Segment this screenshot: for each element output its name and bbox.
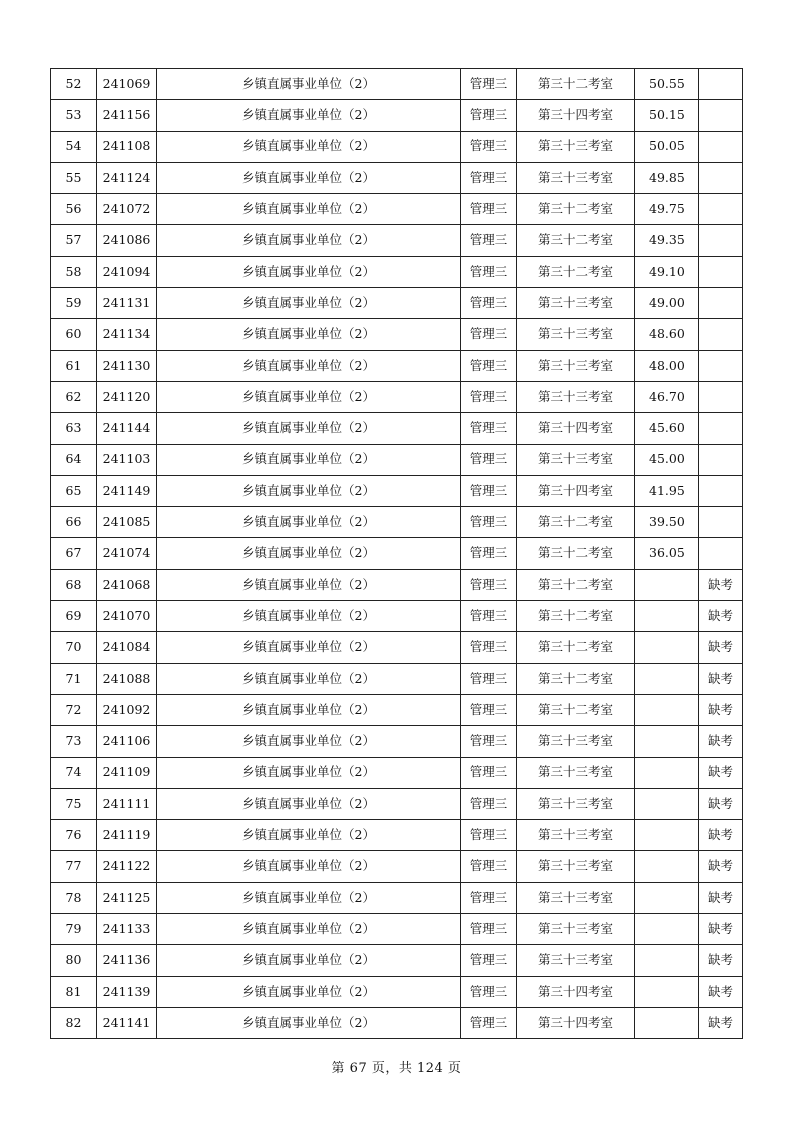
table-row	[51, 694, 743, 725]
table-body	[51, 69, 743, 1039]
cell-score: 45.60	[635, 413, 699, 444]
cell-exam-room: 第三十二考室	[517, 225, 635, 256]
cell-seq: 57	[51, 225, 97, 256]
cell-seq: 52	[51, 69, 97, 100]
cell-post: 管理三	[461, 194, 517, 225]
cell-exam-room: 第三十三考室	[517, 945, 635, 976]
cell-unit: 乡镇直属事业单位（2）	[157, 131, 461, 162]
cell-unit: 乡镇直属事业单位（2）	[157, 475, 461, 506]
cell-seq: 56	[51, 194, 97, 225]
cell-exam-room: 第三十三考室	[517, 162, 635, 193]
cell-exam-room: 第三十四考室	[517, 976, 635, 1007]
cell-exam-number: 241070	[97, 601, 157, 632]
cell-score: 39.50	[635, 507, 699, 538]
cell-remark	[699, 475, 743, 506]
cell-remark	[699, 413, 743, 444]
table-row	[51, 350, 743, 381]
cell-score	[635, 663, 699, 694]
cell-exam-number: 241133	[97, 914, 157, 945]
score-table	[50, 68, 743, 1039]
cell-remark	[699, 381, 743, 412]
cell-seq: 74	[51, 757, 97, 788]
table-row	[51, 194, 743, 225]
cell-post: 管理三	[461, 288, 517, 319]
cell-remark: 缺考	[699, 726, 743, 757]
cell-unit: 乡镇直属事业单位（2）	[157, 162, 461, 193]
cell-unit: 乡镇直属事业单位（2）	[157, 601, 461, 632]
cell-post: 管理三	[461, 538, 517, 569]
cell-exam-room: 第三十四考室	[517, 475, 635, 506]
table-row	[51, 100, 743, 131]
table-row	[51, 319, 743, 350]
cell-post: 管理三	[461, 444, 517, 475]
cell-exam-number: 241088	[97, 663, 157, 694]
cell-post: 管理三	[461, 726, 517, 757]
cell-seq: 71	[51, 663, 97, 694]
cell-seq: 77	[51, 851, 97, 882]
cell-exam-room: 第三十三考室	[517, 319, 635, 350]
cell-exam-number: 241124	[97, 162, 157, 193]
cell-remark	[699, 256, 743, 287]
cell-remark: 缺考	[699, 976, 743, 1007]
cell-seq: 80	[51, 945, 97, 976]
cell-score	[635, 914, 699, 945]
cell-seq: 75	[51, 788, 97, 819]
cell-unit: 乡镇直属事业单位（2）	[157, 882, 461, 913]
cell-score: 49.00	[635, 288, 699, 319]
cell-exam-room: 第三十三考室	[517, 381, 635, 412]
cell-unit: 乡镇直属事业单位（2）	[157, 507, 461, 538]
cell-exam-number: 241122	[97, 851, 157, 882]
cell-exam-number: 241120	[97, 381, 157, 412]
cell-exam-room: 第三十三考室	[517, 350, 635, 381]
cell-remark	[699, 100, 743, 131]
cell-score	[635, 694, 699, 725]
cell-post: 管理三	[461, 569, 517, 600]
cell-exam-number: 241139	[97, 976, 157, 1007]
cell-remark	[699, 225, 743, 256]
cell-remark: 缺考	[699, 694, 743, 725]
cell-unit: 乡镇直属事业单位（2）	[157, 945, 461, 976]
cell-exam-room: 第三十三考室	[517, 757, 635, 788]
cell-remark: 缺考	[699, 851, 743, 882]
cell-unit: 乡镇直属事业单位（2）	[157, 788, 461, 819]
cell-remark	[699, 194, 743, 225]
cell-remark	[699, 288, 743, 319]
cell-exam-number: 241149	[97, 475, 157, 506]
table-row	[51, 945, 743, 976]
table-row	[51, 788, 743, 819]
cell-unit: 乡镇直属事业单位（2）	[157, 663, 461, 694]
cell-post: 管理三	[461, 319, 517, 350]
cell-unit: 乡镇直属事业单位（2）	[157, 820, 461, 851]
cell-score: 49.10	[635, 256, 699, 287]
cell-exam-number: 241086	[97, 225, 157, 256]
cell-score: 49.75	[635, 194, 699, 225]
cell-score: 46.70	[635, 381, 699, 412]
cell-post: 管理三	[461, 632, 517, 663]
table-row	[51, 131, 743, 162]
cell-unit: 乡镇直属事业单位（2）	[157, 69, 461, 100]
cell-exam-number: 241111	[97, 788, 157, 819]
cell-post: 管理三	[461, 757, 517, 788]
cell-exam-number: 241085	[97, 507, 157, 538]
cell-exam-room: 第三十三考室	[517, 914, 635, 945]
cell-score	[635, 820, 699, 851]
cell-post: 管理三	[461, 350, 517, 381]
cell-score	[635, 569, 699, 600]
cell-exam-room: 第三十三考室	[517, 851, 635, 882]
cell-score: 50.05	[635, 131, 699, 162]
cell-post: 管理三	[461, 882, 517, 913]
table-row	[51, 851, 743, 882]
cell-exam-room: 第三十二考室	[517, 69, 635, 100]
cell-seq: 60	[51, 319, 97, 350]
table-row	[51, 726, 743, 757]
table-row	[51, 225, 743, 256]
cell-seq: 68	[51, 569, 97, 600]
cell-post: 管理三	[461, 663, 517, 694]
table-row	[51, 256, 743, 287]
cell-exam-room: 第三十四考室	[517, 1007, 635, 1038]
cell-exam-number: 241141	[97, 1007, 157, 1038]
cell-remark	[699, 69, 743, 100]
cell-remark: 缺考	[699, 569, 743, 600]
cell-remark: 缺考	[699, 1007, 743, 1038]
cell-remark: 缺考	[699, 914, 743, 945]
cell-seq: 64	[51, 444, 97, 475]
cell-score	[635, 726, 699, 757]
cell-score: 48.00	[635, 350, 699, 381]
table-row	[51, 976, 743, 1007]
cell-exam-room: 第三十三考室	[517, 131, 635, 162]
table-row	[51, 288, 743, 319]
cell-exam-room: 第三十三考室	[517, 726, 635, 757]
cell-exam-room: 第三十二考室	[517, 194, 635, 225]
cell-seq: 62	[51, 381, 97, 412]
cell-seq: 70	[51, 632, 97, 663]
cell-post: 管理三	[461, 475, 517, 506]
cell-post: 管理三	[461, 131, 517, 162]
cell-post: 管理三	[461, 162, 517, 193]
cell-seq: 63	[51, 413, 97, 444]
cell-remark: 缺考	[699, 788, 743, 819]
cell-unit: 乡镇直属事业单位（2）	[157, 381, 461, 412]
cell-seq: 82	[51, 1007, 97, 1038]
cell-unit: 乡镇直属事业单位（2）	[157, 694, 461, 725]
table-row	[51, 538, 743, 569]
cell-unit: 乡镇直属事业单位（2）	[157, 413, 461, 444]
cell-exam-number: 241106	[97, 726, 157, 757]
cell-post: 管理三	[461, 601, 517, 632]
cell-remark	[699, 538, 743, 569]
cell-score	[635, 788, 699, 819]
cell-exam-room: 第三十二考室	[517, 663, 635, 694]
cell-exam-room: 第三十二考室	[517, 538, 635, 569]
cell-seq: 72	[51, 694, 97, 725]
cell-exam-room: 第三十二考室	[517, 507, 635, 538]
table-row	[51, 413, 743, 444]
table-row	[51, 914, 743, 945]
cell-post: 管理三	[461, 225, 517, 256]
cell-exam-number: 241068	[97, 569, 157, 600]
cell-remark: 缺考	[699, 601, 743, 632]
cell-seq: 79	[51, 914, 97, 945]
cell-unit: 乡镇直属事业单位（2）	[157, 632, 461, 663]
cell-remark	[699, 319, 743, 350]
table-row	[51, 444, 743, 475]
cell-unit: 乡镇直属事业单位（2）	[157, 256, 461, 287]
cell-unit: 乡镇直属事业单位（2）	[157, 726, 461, 757]
cell-unit: 乡镇直属事业单位（2）	[157, 350, 461, 381]
cell-post: 管理三	[461, 694, 517, 725]
cell-exam-number: 241109	[97, 757, 157, 788]
cell-seq: 78	[51, 882, 97, 913]
table-row	[51, 69, 743, 100]
cell-unit: 乡镇直属事业单位（2）	[157, 100, 461, 131]
table-row	[51, 632, 743, 663]
cell-exam-room: 第三十二考室	[517, 256, 635, 287]
cell-exam-number: 241094	[97, 256, 157, 287]
table-row	[51, 381, 743, 412]
cell-seq: 73	[51, 726, 97, 757]
cell-remark: 缺考	[699, 663, 743, 694]
cell-seq: 53	[51, 100, 97, 131]
table-row	[51, 475, 743, 506]
table-row	[51, 820, 743, 851]
cell-seq: 65	[51, 475, 97, 506]
cell-exam-number: 241131	[97, 288, 157, 319]
cell-exam-room: 第三十三考室	[517, 444, 635, 475]
cell-exam-room: 第三十二考室	[517, 694, 635, 725]
cell-exam-room: 第三十三考室	[517, 820, 635, 851]
table-row	[51, 757, 743, 788]
cell-exam-room: 第三十三考室	[517, 788, 635, 819]
cell-score: 41.95	[635, 475, 699, 506]
cell-remark	[699, 162, 743, 193]
cell-score	[635, 632, 699, 663]
table-row	[51, 882, 743, 913]
cell-score: 45.00	[635, 444, 699, 475]
table-row	[51, 663, 743, 694]
cell-seq: 61	[51, 350, 97, 381]
cell-post: 管理三	[461, 851, 517, 882]
cell-unit: 乡镇直属事业单位（2）	[157, 976, 461, 1007]
cell-exam-room: 第三十四考室	[517, 100, 635, 131]
cell-exam-number: 241130	[97, 350, 157, 381]
table-row	[51, 569, 743, 600]
cell-post: 管理三	[461, 820, 517, 851]
cell-score	[635, 851, 699, 882]
cell-exam-room: 第三十三考室	[517, 882, 635, 913]
cell-score	[635, 1007, 699, 1038]
cell-unit: 乡镇直属事业单位（2）	[157, 288, 461, 319]
cell-post: 管理三	[461, 976, 517, 1007]
cell-seq: 58	[51, 256, 97, 287]
cell-unit: 乡镇直属事业单位（2）	[157, 757, 461, 788]
cell-unit: 乡镇直属事业单位（2）	[157, 569, 461, 600]
cell-exam-room: 第三十三考室	[517, 288, 635, 319]
cell-seq: 69	[51, 601, 97, 632]
cell-score: 49.85	[635, 162, 699, 193]
cell-post: 管理三	[461, 256, 517, 287]
table-row	[51, 1007, 743, 1038]
cell-exam-number: 241108	[97, 131, 157, 162]
table-row	[51, 507, 743, 538]
cell-remark: 缺考	[699, 757, 743, 788]
cell-post: 管理三	[461, 507, 517, 538]
cell-score	[635, 757, 699, 788]
cell-post: 管理三	[461, 413, 517, 444]
cell-exam-room: 第三十二考室	[517, 601, 635, 632]
cell-unit: 乡镇直属事业单位（2）	[157, 1007, 461, 1038]
cell-remark: 缺考	[699, 945, 743, 976]
cell-score	[635, 882, 699, 913]
cell-exam-number: 241156	[97, 100, 157, 131]
cell-exam-number: 241092	[97, 694, 157, 725]
cell-exam-number: 241125	[97, 882, 157, 913]
cell-post: 管理三	[461, 788, 517, 819]
cell-seq: 67	[51, 538, 97, 569]
cell-seq: 59	[51, 288, 97, 319]
table-row	[51, 601, 743, 632]
cell-unit: 乡镇直属事业单位（2）	[157, 225, 461, 256]
cell-score	[635, 976, 699, 1007]
cell-unit: 乡镇直属事业单位（2）	[157, 319, 461, 350]
cell-score	[635, 601, 699, 632]
cell-seq: 54	[51, 131, 97, 162]
cell-score: 50.55	[635, 69, 699, 100]
cell-seq: 55	[51, 162, 97, 193]
cell-score: 49.35	[635, 225, 699, 256]
cell-unit: 乡镇直属事业单位（2）	[157, 444, 461, 475]
cell-post: 管理三	[461, 914, 517, 945]
cell-exam-number: 241072	[97, 194, 157, 225]
cell-exam-number: 241119	[97, 820, 157, 851]
cell-exam-room: 第三十二考室	[517, 632, 635, 663]
cell-exam-number: 241134	[97, 319, 157, 350]
cell-post: 管理三	[461, 381, 517, 412]
cell-seq: 66	[51, 507, 97, 538]
cell-remark: 缺考	[699, 820, 743, 851]
cell-post: 管理三	[461, 1007, 517, 1038]
cell-exam-room: 第三十二考室	[517, 569, 635, 600]
cell-exam-number: 241136	[97, 945, 157, 976]
page-number-footer: 第 67 页，共 124 页	[331, 1061, 462, 1076]
cell-exam-number: 241144	[97, 413, 157, 444]
cell-post: 管理三	[461, 945, 517, 976]
cell-remark	[699, 350, 743, 381]
cell-exam-number: 241084	[97, 632, 157, 663]
cell-exam-number: 241074	[97, 538, 157, 569]
cell-remark	[699, 507, 743, 538]
cell-score	[635, 945, 699, 976]
cell-score: 50.15	[635, 100, 699, 131]
cell-post: 管理三	[461, 100, 517, 131]
table-row	[51, 162, 743, 193]
cell-remark: 缺考	[699, 632, 743, 663]
cell-unit: 乡镇直属事业单位（2）	[157, 194, 461, 225]
cell-remark: 缺考	[699, 882, 743, 913]
cell-seq: 81	[51, 976, 97, 1007]
cell-exam-number: 241103	[97, 444, 157, 475]
cell-seq: 76	[51, 820, 97, 851]
cell-score: 48.60	[635, 319, 699, 350]
cell-remark	[699, 444, 743, 475]
cell-unit: 乡镇直属事业单位（2）	[157, 538, 461, 569]
cell-exam-number: 241069	[97, 69, 157, 100]
cell-unit: 乡镇直属事业单位（2）	[157, 851, 461, 882]
cell-unit: 乡镇直属事业单位（2）	[157, 914, 461, 945]
cell-score: 36.05	[635, 538, 699, 569]
cell-post: 管理三	[461, 69, 517, 100]
cell-remark	[699, 131, 743, 162]
cell-exam-room: 第三十四考室	[517, 413, 635, 444]
